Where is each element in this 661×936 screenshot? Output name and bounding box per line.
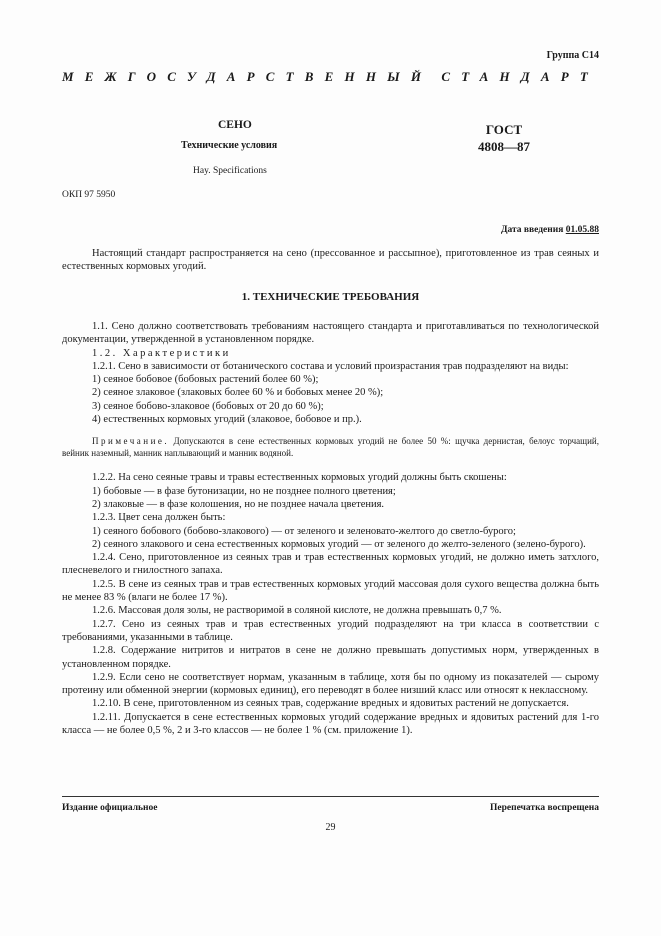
list-item: 1) сеяное бобовое (бобовых растений более 60 %); [92,374,319,386]
note [62,436,599,459]
para-1-2-11: 1.2.11. Допускается в сене естественных кормовых угодий содержание вредных и ядовитых растений для 1-го класса — не более 0,5 %, 2 и 3-го классов — не более 1 % (см. приложение 1). [62,711,599,737]
banner-standard: СТАНДАРТ [441,69,599,84]
para-1-2-8: 1.2.8. Содержание нитритов и нитратов в сене не должно превышать допустимых норм, утвержденных в установленном порядке. [62,645,599,670]
para-1-2-3: 1.2.3. Цвет сена должен быть: [92,512,226,524]
footer-divider [62,796,599,797]
english-title: Hay. Specifications [193,166,267,176]
section-body [62,320,599,737]
gost-designation [478,121,530,155]
para-1-2-7: 1.2.7. Сено из сеяных трав и трав естественных угодий подразделяют на три класса в соответствии с требованиями, указанными в таблице. [62,618,599,643]
okp-code: ОКП 97 5950 [62,190,116,200]
para-1-2-6: 1.2.6. Массовая доля золы, не растворимой в соляной кислоте, не должна превышать 0,7 %. [92,605,502,617]
effective-date [501,225,599,235]
list-item: 2) злаковые — в фазе колошения, но не позднее начала цветения. [92,498,385,510]
document-subtitle: Технические условия [181,140,278,151]
document-title: СЕНО [218,119,252,131]
note-label: Примечание. [92,436,170,447]
list-item: 2) сеяное злаковое (злаковых более 60 % и бобовых менее 20 %); [92,387,384,399]
intro-paragraph [62,247,599,274]
para-1-2-1: 1.2.1. Сено в зависимости от ботанического состава и условий произрастания трав подразделяют на виды: [92,360,569,372]
page-number: 29 [325,822,336,833]
para-1-2-2: 1.2.2. На сено сеяные травы и травы естественных кормовых угодий должны быть скошены: [92,472,507,484]
group-code: Группа С14 [546,50,599,61]
para-1-2: 1.2. Характеристики [92,347,231,359]
para-1-2-5: 1.2.5. В сене из сеяных трав и трав естественных кормовых угодий массовая доля сухого вещества должна быть не менее 83 % (влаги не более 17 %). [62,578,599,604]
date-value: 01.05.88 [565,225,599,235]
list-item: 2) сеяного злакового и сена естественных кормовых угодий — от зеленого до желто-зеленого (зелено-бурого). [92,538,586,550]
footer-official: Издание официальное [62,803,158,813]
date-label: Дата введения [500,225,564,235]
footer-reprint: Перепечатка воспрещена [489,803,599,813]
note-text: Допускаются в сене естественных кормовых угодий не более 50 %: щучка дернистая, белоус торчащий, вейник наземный, манник наплывающий и манник водяной. [62,436,599,458]
para-1-2-4: 1.2.4. Сено, приготовленное из сеяных трав и трав естественных кормовых угодий, не должно иметь затхлого, плесневелого и гнилостного запаха. [62,552,599,577]
para-1-1: 1.1. Сено должно соответствовать требованиям настоящего стандарта и приготавливаться по технологической документации, утвержденной в установленном порядке. [62,321,599,346]
para-1-2-10: 1.2.10. В сене, приготовленном из сеяных трав, содержание вредных и ядовитых растений не допускается. [92,698,569,710]
section-heading: 1. ТЕХНИЧЕСКИЕ ТРЕБОВАНИЯ [241,291,420,303]
para-1-2-9: 1.2.9. Если сено не соответствует нормам, указанным в таблице, хотя бы по одному из показателей — сырому протеину или обменной энергии (кормовых единиц), его переводят в более низший класс или относят к неклассному. [62,671,599,697]
list-item: 1) сеяного бобового (бобово-злакового) — от зеленого и зеленовато-желтого до светло-бурого; [92,525,516,537]
list-item: 4) естественных кормовых угодий (злаковое, бобовое и пр.). [92,414,362,426]
gost-label: ГОСТ [485,122,523,137]
intro-text: Настоящий стандарт распространяется на сено (прессованное и рассыпное), приготовленное из трав сеяных и естественных кормовых угодий. [62,248,599,273]
banner-interstate: МЕЖГОСУДАРСТВЕННЫЙ [62,69,433,84]
gost-number: 4808—87 [478,139,530,154]
standard-banner [62,69,599,85]
list-item: 1) бобовые — в фазе бутонизации, но не позднее полного цветения; [92,485,396,497]
list-item: 3) сеяное бобово-злаковое (бобовых от 20 до 60 %); [92,400,324,412]
